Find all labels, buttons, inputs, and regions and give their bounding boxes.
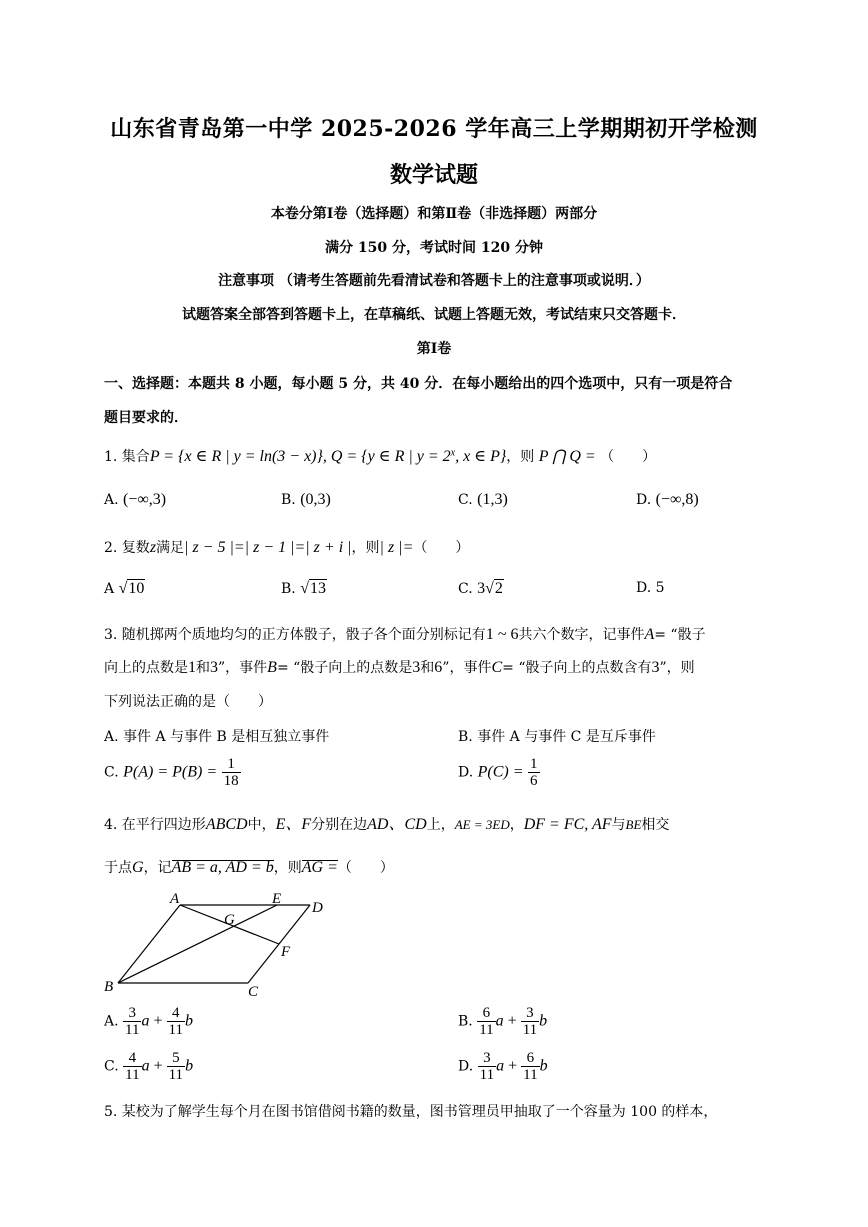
question-3-line2: 向上的点数是1和3”，事件B= “骰子向上的点数是3和6”，事件C= “骰子向上的点数含有3”，则 xyxy=(104,659,695,676)
exam-notice: 注意事项 （请考生答题前先看清试卷和答题卡上的注意事项或说明．） xyxy=(218,273,650,289)
parallelogram-diagram xyxy=(100,888,340,1000)
label-b: B xyxy=(104,979,114,995)
question-4-line1: 4. 在平行四边形ABCD中，E、F分别在边AD、CD上，AE = 3ED，DF = FC, AF与BE相交 xyxy=(104,816,670,833)
question-5-line1: 5. 某校为了解学生每个月在图书馆借阅书籍的数量，图书管理员甲抽取了一个容量为 100 的样本， xyxy=(104,1104,718,1120)
exam-title: 山东省青岛第一中学 2025-2026 学年高三上学期期初开学检测 xyxy=(110,116,758,142)
q2-option-c: C. 3√2 xyxy=(458,580,503,597)
q1-prefix: 1. 集合 xyxy=(104,449,150,465)
q3-option-a: A. 事件 A 与事件 B 是相互独立事件 xyxy=(104,729,330,745)
q2-option-d: D. 5 xyxy=(636,580,665,596)
side-ab xyxy=(118,905,180,983)
q4-option-b: B. $\frac{6}{11}$ a + $\frac{3}{11}$ b xyxy=(458,1005,548,1038)
exam-structure-note: 本卷分第Ⅰ卷（选择题）和第Ⅱ卷（非选择题）两部分 xyxy=(270,206,598,222)
q1-suffix: ，则 xyxy=(506,449,535,465)
q2-equation: | z − 5 |=| z − 1 |=| z + i | xyxy=(184,539,352,556)
exam-subtitle: 数学试题 xyxy=(389,162,478,188)
q3-option-b: B. 事件 A 与事件 C 是互斥事件 xyxy=(458,729,656,745)
q1-exponent: x xyxy=(450,447,456,459)
label-f: F xyxy=(281,944,291,960)
question-4-line2: 于点G，记AB = a, AD = b，则AG =（ ） xyxy=(104,859,394,876)
part-heading: 第Ⅰ卷 xyxy=(416,341,452,357)
q4-option-a: A. $\frac{3}{11}$ a + $\frac{4}{11}$ b xyxy=(104,1005,193,1038)
q1-set-q-end: , x ∈ P} xyxy=(455,448,507,465)
q4-option-c: C. $\frac{4}{11}$ a + $\frac{5}{11}$ b xyxy=(104,1050,194,1083)
q3-option-c: C. P(A) = P(B) = $\frac{1}{18}$ xyxy=(104,756,239,789)
q2-option-a: A √10 xyxy=(104,580,145,597)
section-heading-line2: 题目要求的． xyxy=(104,410,188,426)
section-heading-line1: 一、选择题：本题共 8 小题，每小题 5 分，共 40 分．在每小题给出的四个选项中，只有一项是符合 xyxy=(104,376,733,392)
label-d: D xyxy=(312,900,323,916)
q1-option-c: C. (1,3) xyxy=(458,491,508,508)
label-a: A xyxy=(170,891,180,907)
label-c: C xyxy=(248,984,259,1000)
q1-option-b: B. (0,3) xyxy=(281,491,331,508)
question-2-stem: 2. 复数z满足| z − 5 |=| z − 1 |=| z + i |，则| z |=（ ） xyxy=(104,539,470,556)
question-1-stem xyxy=(104,446,656,466)
exam-answer-instruction: 试题答案全部答到答题卡上，在草稿纸、试题上答题无效，考试结束只交答题卡． xyxy=(182,307,686,323)
q4-option-d: D. $\frac{3}{11}$ a + $\frac{6}{11}$ b xyxy=(458,1050,548,1083)
q1-sets-expr: P = {x ∈ R | y = ln(3 − x)}, Q = {y ∈ R | y = 2 xyxy=(149,448,451,465)
label-e: E xyxy=(272,891,282,907)
q1-blank: （ ） xyxy=(600,449,657,465)
segment-be xyxy=(118,905,277,983)
question-3-line3: 下列说法正确的是（ ） xyxy=(104,694,272,710)
question-3-line1: 3. 随机掷两个质地均匀的正方体骰子，骰子各个面分别标记有1 ~ 6共六个数字，记事件A= “骰子 xyxy=(104,626,706,643)
q3-option-d: D. P(C) = $\frac{1}{6}$ xyxy=(458,756,538,789)
q1-ask: P ⋂ Q = xyxy=(538,448,596,465)
q2-option-b: B. √13 xyxy=(281,580,326,597)
q4-vector-definitions: AB = a, AD = b xyxy=(171,859,274,876)
exam-score-time: 满分 150 分，考试时间 120 分钟 xyxy=(325,240,543,256)
q1-option-a: A. (−∞,3) xyxy=(104,491,167,508)
label-g: G xyxy=(224,912,235,928)
q1-option-d: D. (−∞,8) xyxy=(636,491,699,508)
